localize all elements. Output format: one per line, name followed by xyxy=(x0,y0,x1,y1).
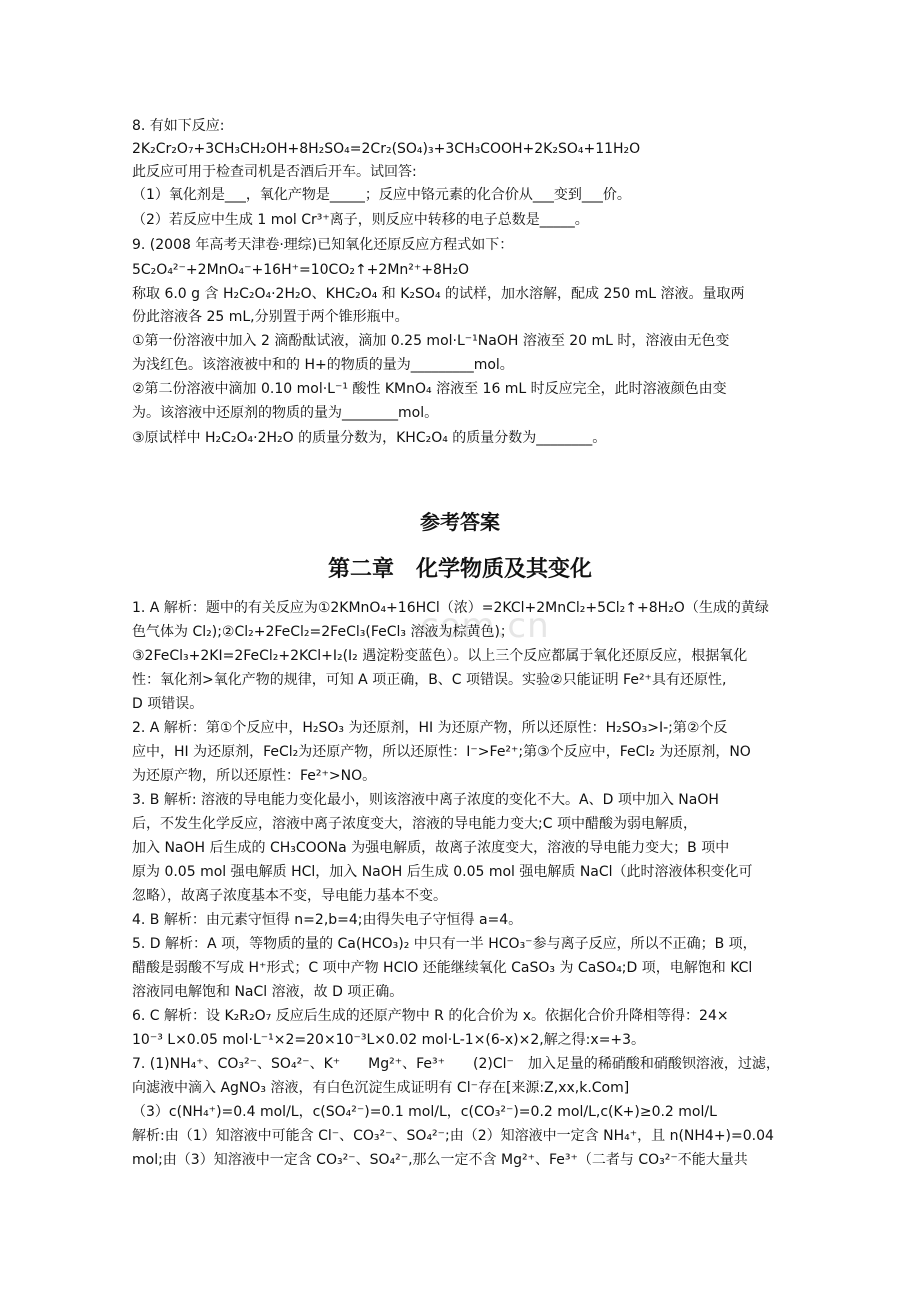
answer-line: 应中，HI 为还原剂，FeCl₂为还原产物，所以还原性：I⁻>Fe²⁺;第③个反应中，FeCl₂ 为还原剂，NO xyxy=(132,744,751,760)
answer-line: （3）c(NH₄⁺)=0.4 mol/L，c(SO₄²⁻)=0.1 mol/L，c(CO₃²⁻)=0.2 mol/L,c(K+)≥0.2 mol/L xyxy=(132,1104,717,1120)
question-9-equation: 5C₂O₄²⁻+2MnO₄⁻+16H⁺=10CO₂↑+2Mn²⁺+8H₂O xyxy=(132,262,470,278)
answer-line: ③2FeCl₃+2KI=2FeCl₂+2KCl+I₂(I₂ 遇淀粉变蓝色）。以上三个反应都属于氧化还原反应，根据氧化 xyxy=(132,648,748,664)
question-9-part-2: ②第二份溶液中滴加 0.10 mol·L⁻¹ 酸性 KMnO₄ 溶液至 16 mL 时反应完全，此时溶液颜色由变 xyxy=(132,381,727,397)
answer-line: 为还原产物，所以还原性：Fe²⁺>NO。 xyxy=(132,768,377,784)
answer-line: 4. B 解析：由元素守恒得 n=2,b=4;由得失电子守恒得 a=4。 xyxy=(132,912,523,928)
answer-line: 1. A 解析：题中的有关反应为①2KMnO₄+16HCl（浓）=2KCl+2MnCl₂+5Cl₂↑+8H₂O（生成的黄绿 xyxy=(132,600,769,616)
question-9-text-line: 份此溶液各 25 mL,分别置于两个锥形瓶中。 xyxy=(132,309,409,325)
question-9-text-line: 称取 6.0 g 含 H₂C₂O₄·2H₂O、KHC₂O₄ 和 K₂SO₄ 的试样，加水溶解，配成 250 mL 溶液。量取两 xyxy=(132,286,745,302)
question-9-part-3: ③原试样中 H₂C₂O₄·2H₂O 的质量分数为，KHC₂O₄ 的质量分数为________。 xyxy=(132,430,607,446)
answers-title: 参考答案 xyxy=(420,510,500,534)
answer-line: 解析:由（1）知溶液中可能含 Cl⁻、CO₃²⁻、SO₄²⁻;由（2）知溶液中一定含 NH₄⁺，且 n(NH4+)=0.04 xyxy=(132,1128,774,1144)
chapter-title: 第二章 化学物质及其变化 xyxy=(327,557,592,582)
answer-line: 5. D 解析：A 项，等物质的量的 Ca(HCO₃)₂ 中只有一半 HCO₃⁻参与离子反应，所以不正确；B 项， xyxy=(132,936,757,952)
answer-line: 6. C 解析：设 K₂R₂O₇ 反应后生成的还原产物中 R 的化合价为 x。依据化合价升降相等得：24× xyxy=(132,1008,729,1024)
answer-line: 色气体为 Cl₂);②Cl₂+2FeCl₂=2FeCl₃(FeCl₃ 溶液为棕黄色)； xyxy=(132,624,514,640)
answer-line: 后，不发生化学反应，溶液中离子浓度变大，溶液的导电能力变大;C 项中醋酸为弱电解质， xyxy=(132,816,697,832)
question-8-text: 此反应可用于检查司机是否酒后开车。试回答: xyxy=(132,164,417,180)
answer-line: 3. B 解析: 溶液的导电能力变化最小，则该溶液中离子浓度的变化不大。A、D 项中加入 NaOH xyxy=(132,792,719,808)
question-8-heading: 8. 有如下反应: xyxy=(132,118,225,134)
question-8-part-2: （2）若反应中生成 1 mol Cr³⁺离子，则反应中转移的电子总数是_____。 xyxy=(132,212,589,228)
question-8-equation: 2K₂Cr₂O₇+3CH₃CH₂OH+8H₂SO₄=2Cr₂(SO₄)₃+3CH₃COOH+2K₂SO₄+11H₂O xyxy=(132,141,641,157)
answer-line: 向滤液中滴入 AgNO₃ 溶液，有白色沉淀生成证明有 Cl⁻存在[来源:Z,xx,k.Com] xyxy=(132,1080,630,1096)
question-9-part-2: 为。该溶液中还原剂的物质的量为________mol。 xyxy=(132,405,439,421)
answer-line: 7. (1)NH₄⁺、CO₃²⁻、SO₄²⁻、K⁺ Mg²⁺、Fe³⁺ (2)Cl⁻ 加入足量的稀硝酸和硝酸钡溶液，过滤， xyxy=(132,1056,780,1072)
watermark: com.cn xyxy=(420,606,550,646)
answer-line: 忽略），故离子浓度基本不变，导电能力基本不变。 xyxy=(132,888,447,904)
answer-line: D 项错误。 xyxy=(132,696,204,712)
question-8-part-1: （1）氧化剂是___，氧化产物是_____；反应中铬元素的化合价从___变到___价。 xyxy=(132,187,631,203)
answer-line: 原为 0.05 mol 强电解质 HCl，加入 NaOH 后生成 0.05 mol 强电解质 NaCl（此时溶液体积变化可 xyxy=(132,864,753,880)
answer-line: 2. A 解析：第①个反应中，H₂SO₃ 为还原剂，HI 为还原产物，所以还原性：H₂SO₃>I-;第②个反 xyxy=(132,720,728,736)
answer-line: mol;由（3）知溶液中一定含 CO₃²⁻、SO₄²⁻,那么一定不含 Mg²⁺、Fe³⁺（二者与 CO₃²⁻不能大量共 xyxy=(132,1152,748,1168)
question-9-part-1: ①第一份溶液中加入 2 滴酚酞试液，滴加 0.25 mol·L⁻¹NaOH 溶液至 20 mL 时，溶液由无色变 xyxy=(132,333,730,349)
answer-line: 10⁻³ L×0.05 mol·L⁻¹×2=20×10⁻³L×0.02 mol·L-1×(6-x)×2,解之得:x=+3。 xyxy=(132,1032,646,1048)
answer-line: 性：氧化剂>氧化产物的规律，可知 A 项正确，B、C 项错误。实验②只能证明 Fe²⁺具有还原性, xyxy=(132,672,727,688)
answer-line: 溶液同电解饱和 NaCl 溶液，故 D 项正确。 xyxy=(132,984,404,1000)
question-9-part-1: 为浅红色。该溶液被中和的 H+的物质的量为_________mol。 xyxy=(132,357,514,373)
answer-line: 醋酸是弱酸不写成 H⁺形式；C 项中产物 HClO 还能继续氧化 CaSO₃ 为 CaSO₄;D 项，电解饱和 KCl xyxy=(132,960,753,976)
question-9-heading: 9. (2008 年高考天津卷·理综)已知氧化还原反应方程式如下： xyxy=(132,237,514,253)
answer-line: 加入 NaOH 后生成的 CH₃COONa 为强电解质，故离子浓度变大，溶液的导电能力变大；B 项中 xyxy=(132,840,730,856)
